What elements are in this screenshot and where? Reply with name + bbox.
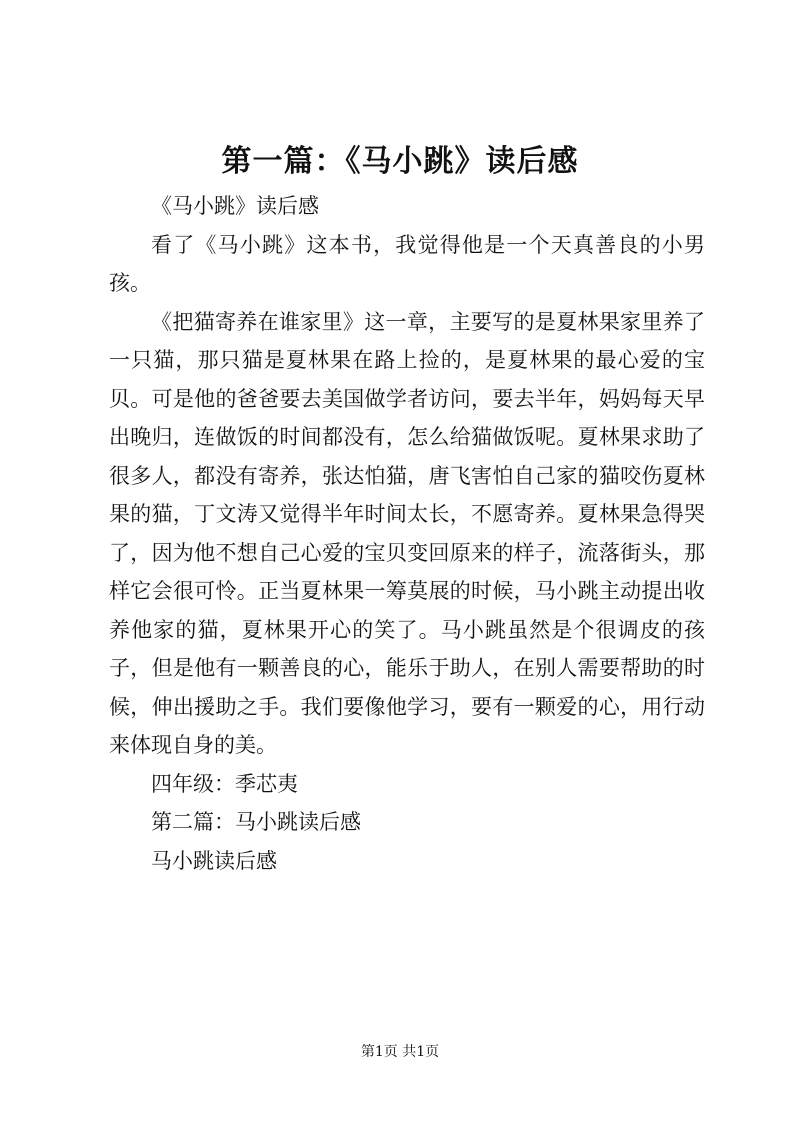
paragraph-intro: 看了《马小跳》这本书，我觉得他是一个天真善良的小男孩。 — [109, 232, 705, 295]
page-number: 第1页 共1页 — [360, 1044, 440, 1060]
paragraph-second-subtitle: 马小跳读后感 — [151, 848, 277, 873]
paragraph-subtitle: 《马小跳》读后感 — [151, 194, 319, 218]
paragraph-second-title: 第二篇：马小跳读后感 — [151, 810, 361, 834]
document-title: 第一篇：《马小跳》读后感 — [221, 144, 579, 179]
paragraph-main: 《把猫寄养在谁家里》这一章，主要写的是夏林果家里养了一只猫，那只猫是夏林果在路上捡的，是夏林果的最心爱的宝贝。可是他的爸爸要去美国做学者访问，要去半年，妈妈每天早出晚归，连做饭的时间都没有，怎么给猫做饭呢。夏林果求助了很多人，都没有寄养，张达怕猫，唐飞害怕自己家的猫咬伤夏林果的猫，丁文涛又觉得半年时间太长，不愿寄养。夏林果急得哭了，因为他不想自己心爱的宝贝变回原来的样子，流落街头，那样它会很可怜。正当夏林果一筹莫展的时候，马小跳主动提出收养他家的猫，夏林果开心的笑了。马小跳虽然是个很调皮的孩子，但是他有一颗善良的心，能乐于助人，在别人需要帮助的时候，伸出援助之手。我们要像他学习，要有一颗爱的心，用行动来体现自身的美。 — [109, 309, 705, 757]
document-body — [109, 187, 705, 880]
paragraph-author: 四年级：季芯夷 — [151, 771, 298, 796]
